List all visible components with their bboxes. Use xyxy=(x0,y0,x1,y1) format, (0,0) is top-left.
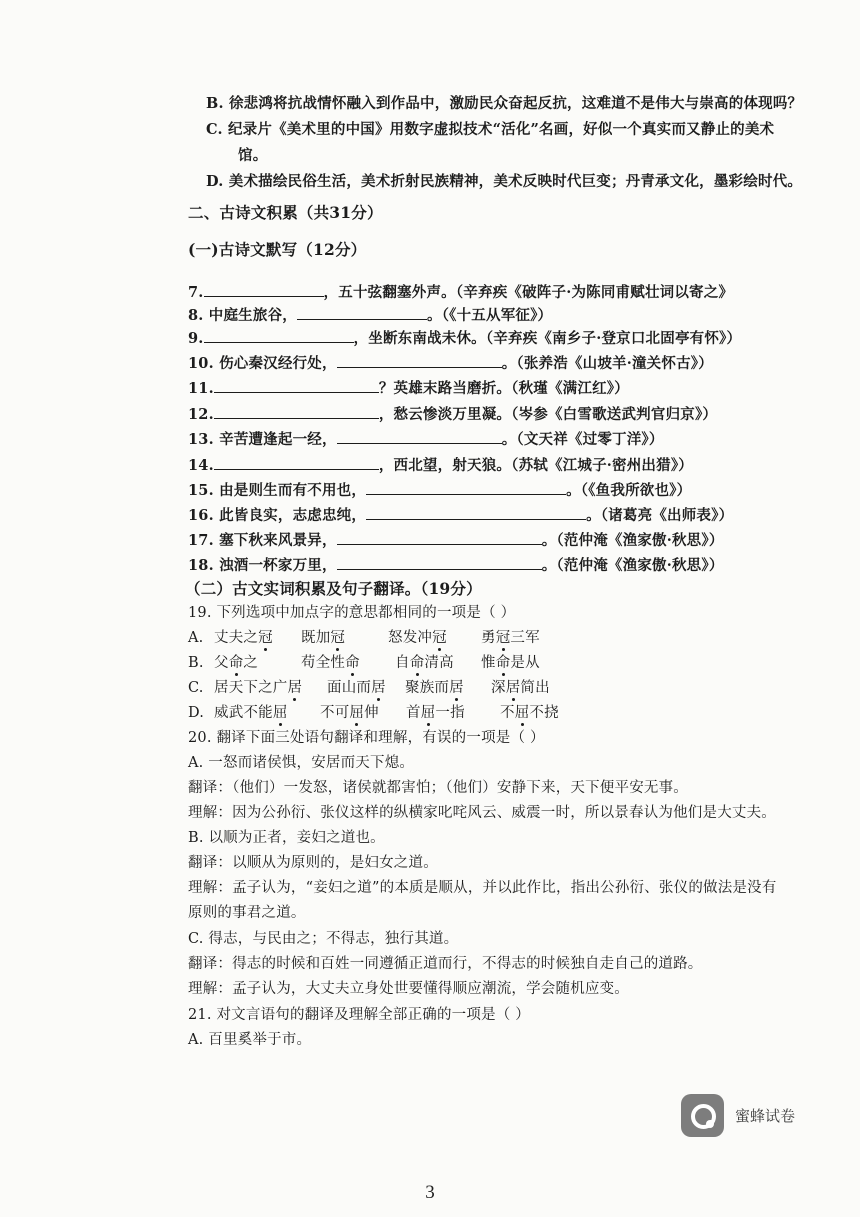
search-magnifier-icon xyxy=(681,1094,724,1137)
watermark xyxy=(681,1093,795,1137)
q20-a-sentence: A. 一怒而诸侯惧，安居而天下熄。 xyxy=(188,755,415,771)
dictation-item-16: 16. 此皆良实，志虑忠纯， 。（诸葛亮《出师表》） xyxy=(188,507,734,524)
q19-a-1: 丈夫之冠 xyxy=(214,630,273,646)
q19-c-3: 聚族而居 xyxy=(405,680,464,696)
q19-c-2: 面山而居 xyxy=(327,680,386,696)
q20-c-understanding: 理解：孟子认为，大丈夫立身处世要懂得顺应潮流，学会随机应变。 xyxy=(188,981,629,997)
q19-d-2: 不可屈伸 xyxy=(320,705,379,721)
dictation-item-12: 12. ，愁云惨淡万里凝。（岑参《白雪歌送武判官归京》） xyxy=(188,406,718,423)
watermark-text: 蜜蜂试卷 xyxy=(735,1106,796,1125)
q20-c-sentence: C. 得志，与民由之；不得志，独行其道。 xyxy=(188,931,459,947)
dictation-item-18: 18. 浊酒一杯家万里， 。（范仲淹《渔家傲·秋思》） xyxy=(188,557,724,574)
q19-b-4: 惟命是从 xyxy=(481,655,540,671)
q6-option-d: D. 美术描绘民俗生活，美术折射民族精神，美术反映时代巨变；丹青承文化，墨彩绘时代。 xyxy=(206,173,803,190)
q19-option-a: A. 丈夫之冠 既加冠 怒发冲冠 勇冠三军 xyxy=(188,630,540,646)
answer-blank[interactable] xyxy=(204,282,324,297)
answer-blank[interactable] xyxy=(297,305,427,320)
q20-a-translation: 翻译：（他们）一发怒，诸侯就都害怕；（他们）安静下来，天下便平安无事。 xyxy=(188,780,688,796)
q19-c-4: 深居简出 xyxy=(491,680,550,696)
q19-a-2: 既加冠 xyxy=(301,630,346,646)
page-number: 3 xyxy=(425,1182,435,1203)
dictation-item-7: 7. ，五十弦翻塞外声。（辛弃疾《破阵子·为陈同甫赋壮词以寄之》 xyxy=(188,284,734,301)
q19-stem: 19. 下列选项中加点字的意思都相同的一项是（ ） xyxy=(188,605,516,621)
q19-a-4: 勇冠三军 xyxy=(481,630,540,646)
answer-blank[interactable] xyxy=(337,530,542,545)
dictation-item-13: 13. 辛苦遭逢起一经， 。（文天祥《过零丁洋》） xyxy=(188,431,664,448)
answer-blank[interactable] xyxy=(214,378,379,393)
part-2-title: （二）古文实词积累及句子翻译。（19分） xyxy=(185,579,482,598)
q19-c-1: 居天下之广居 xyxy=(214,680,303,696)
dictation-item-8: 8. 中庭生旅谷， 。（《十五从军征》） xyxy=(188,307,553,324)
dictation-item-10: 10. 伤心秦汉经行处， 。（张养浩《山坡羊·潼关怀古》） xyxy=(188,355,713,372)
q19-b-1: 父命之 xyxy=(214,655,259,671)
q19-d-3: 首屈一指 xyxy=(406,705,465,721)
q19-d-4: 不屈不挠 xyxy=(500,705,559,721)
dictation-item-11: 11. ？英雄末路当磨折。（秋瑾《满江红》） xyxy=(188,380,629,397)
answer-blank[interactable] xyxy=(337,353,502,368)
answer-blank[interactable] xyxy=(337,429,502,444)
q19-b-3: 自命清高 xyxy=(395,655,454,671)
q6-option-c-line2: 馆。 xyxy=(238,147,268,164)
dictation-item-9: 9. ，坐断东南战未休。（辛弃疾《南乡子·登京口北固亭有怀》） xyxy=(188,330,742,347)
q20-b-understanding-line2: 原则的事君之道。 xyxy=(188,905,306,921)
dictation-item-15: 15. 由是则生而有不用也， 。（《鱼我所欲也》） xyxy=(188,482,692,499)
part-1-title: (一)古诗文默写（12分） xyxy=(188,240,367,259)
q20-b-translation: 翻译：以顺从为原则的，是妇女之道。 xyxy=(188,855,438,871)
q20-a-understanding: 理解：因为公孙衍、张仪这样的纵横家叱咤风云、威震一时，所以景春认为他们是大丈夫。 xyxy=(188,805,776,821)
section-2-title: 二、古诗文积累（共31分） xyxy=(188,203,383,222)
q20-b-understanding-line1: 理解：孟子认为，“妾妇之道”的本质是顺从，并以此作比，指出公孙衍、张仪的做法是没有 xyxy=(188,880,777,896)
q19-option-b: B. 父命之 苟全性命 自命清高 惟命是从 xyxy=(188,655,540,671)
q19-a-3: 怒发冲冠 xyxy=(388,630,447,646)
answer-blank[interactable] xyxy=(204,328,354,343)
dictation-item-17: 17. 塞下秋来风景异， 。（范仲淹《渔家傲·秋思》） xyxy=(188,532,724,549)
q19-d-1: 威武不能屈 xyxy=(214,705,288,721)
q20-stem: 20. 翻译下面三处语句翻译和理解，有误的一项是（ ） xyxy=(188,730,545,746)
q6-option-c-line1: C. 纪录片《美术里的中国》用数字虚拟技术“活化”名画，好似一个真实而又静止的美术 xyxy=(206,121,775,138)
q21-stem: 21. 对文言语句的翻译及理解全部正确的一项是（ ） xyxy=(188,1007,530,1023)
answer-blank[interactable] xyxy=(214,404,379,419)
answer-blank[interactable] xyxy=(366,505,586,520)
q19-b-2: 苟全性命 xyxy=(301,655,360,671)
answer-blank[interactable] xyxy=(337,555,542,570)
q19-option-c: C. 居天下之广居 面山而居 聚族而居 深居简出 xyxy=(188,680,550,696)
dictation-item-14: 14. ，西北望，射天狼。（苏轼《江城子·密州出猎》） xyxy=(188,457,693,474)
q21-option-a: A. 百里奚举于市。 xyxy=(188,1032,312,1048)
q20-c-translation: 翻译：得志的时候和百姓一同遵循正道而行，不得志的时候独自走自己的道路。 xyxy=(188,956,703,972)
q6-option-b: B. 徐悲鸿将抗战情怀融入到作品中，激励民众奋起反抗，这难道不是伟大与崇高的体现吗？ xyxy=(206,95,803,112)
answer-blank[interactable] xyxy=(214,455,379,470)
q19-option-d: D. 威武不能屈 不可屈伸 首屈一指 不屈不挠 xyxy=(188,705,559,721)
q20-b-sentence: B. 以顺为正者，妾妇之道也。 xyxy=(188,830,385,846)
answer-blank[interactable] xyxy=(366,480,566,495)
